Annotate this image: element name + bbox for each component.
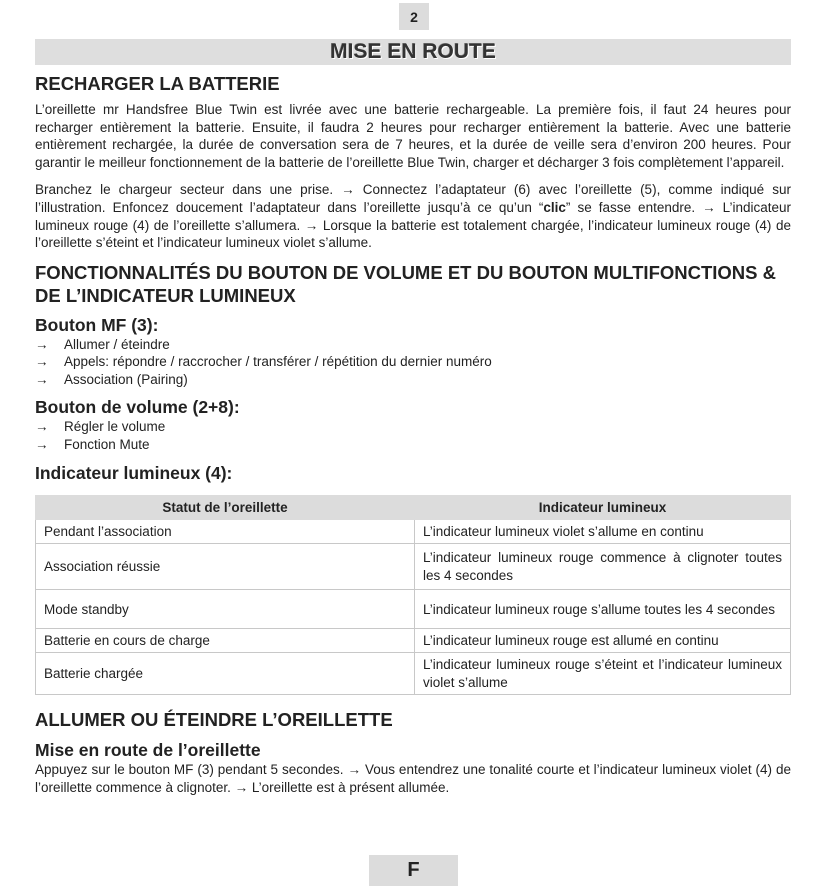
arrow-icon: → bbox=[35, 336, 49, 352]
table-cell-indicator: L’indicateur lumineux rouge commence à clignoter toutes les 4 secondes bbox=[415, 544, 791, 590]
arrow-icon: → bbox=[35, 354, 49, 370]
list-item bbox=[35, 371, 791, 389]
paragraph-text: ” se fasse entendre. → L’indicateur lumineux rouge (4) de l’oreillette s’allumera. → Lorsque la batterie est totalement chargée, l’indicateur lumineux rouge (4) de l’oreillette s’éteint et l’indicateur lumineux violet s’allume. bbox=[35, 199, 791, 251]
list-item bbox=[35, 436, 791, 454]
table-cell-status: Mode standby bbox=[36, 590, 415, 629]
language-tab: F bbox=[369, 855, 458, 886]
table-cell-status: Pendant l’association bbox=[36, 520, 415, 544]
table-cell-status: Association réussie bbox=[36, 544, 415, 590]
indicator-table bbox=[35, 495, 791, 695]
table-row bbox=[36, 520, 791, 544]
arrow-icon: → bbox=[35, 419, 49, 435]
page-number: 2 bbox=[399, 3, 429, 30]
paragraph-text: Branchez le chargeur secteur dans une prise. → Connectez l’adaptateur (6) avec l’oreillette (5), comme indiqué sur l’illustration. Enfoncez doucement l’adaptateur dans l’oreillette jusqu’à ce qu’un “ bbox=[35, 182, 791, 215]
heading-indicator: Indicateur lumineux (4): bbox=[35, 463, 233, 484]
list-item-text: Allumer / éteindre bbox=[64, 336, 170, 352]
table-cell-status: Batterie chargée bbox=[36, 653, 415, 695]
paragraph-power-on: Appuyez sur le bouton MF (3) pendant 5 secondes. → Vous entendrez une tonalité courte et l’indicateur lumineux violet (4) de l’oreillette commence à clignoter. → L’oreillette est à présent allumée. bbox=[35, 762, 791, 795]
heading-power-on: Mise en route de l’oreillette bbox=[35, 740, 261, 761]
table-cell-indicator: L’indicateur lumineux rouge s’éteint et l’indicateur lumineux violet s’allume bbox=[415, 653, 791, 695]
paragraph-recharge-intro: L’oreillette mr Handsfree Blue Twin est livrée avec une batterie rechargeable. La première fois, il faut 24 heures pour recharger entièrement la batterie. Ensuite, il faudra 2 heures pour recharger entièrement la batterie. Avec une batterie entièrement rechargée, la durée de conversation sera de 7 heures, et la durée de veille sera d’environ 200 heures. Pour garantir le meilleur fonctionnement de la batterie de l’oreillette Blue Twin, charger et décharger 3 fois complètement l’appareil. bbox=[35, 102, 791, 170]
list-item-text: Appels: répondre / raccrocher / transférer / répétition du dernier numéro bbox=[64, 354, 492, 370]
table-cell-status: Batterie en cours de charge bbox=[36, 629, 415, 653]
table-cell-indicator: L’indicateur lumineux rouge est allumé en continu bbox=[415, 629, 791, 653]
list-item-text: Régler le volume bbox=[64, 419, 166, 435]
table-header-row bbox=[36, 496, 791, 520]
table-row bbox=[36, 653, 791, 695]
bold-text: clic bbox=[543, 199, 566, 215]
document-body bbox=[35, 70, 791, 796]
arrow-icon: → bbox=[35, 436, 49, 452]
table-cell-indicator: L’indicateur lumineux rouge s’allume toutes les 4 secondes bbox=[415, 590, 791, 629]
paragraph-recharge-steps bbox=[35, 181, 791, 251]
list-item bbox=[35, 418, 791, 436]
heading-power: ALLUMER OU ÉTEINDRE L’OREILLETTE bbox=[35, 709, 393, 731]
heading-recharge: RECHARGER LA BATTERIE bbox=[35, 73, 280, 94]
heading-mf-button: Bouton MF (3): bbox=[35, 314, 159, 335]
list-item bbox=[35, 353, 791, 371]
table-header-status: Statut de l’oreillette bbox=[36, 496, 415, 520]
volume-list bbox=[35, 418, 791, 453]
table-header-indicator: Indicateur lumineux bbox=[415, 496, 791, 520]
table-row bbox=[36, 629, 791, 653]
page-title: MISE EN ROUTE bbox=[35, 39, 791, 65]
table-row bbox=[36, 544, 791, 590]
list-item bbox=[35, 336, 791, 354]
list-item-text: Fonction Mute bbox=[64, 436, 150, 452]
heading-functions: FONCTIONNALITÉS DU BOUTON DE VOLUME ET DU BOUTON MULTIFONCTIONS & DE L’INDICATEUR LUMINEUX bbox=[35, 261, 777, 306]
table-row bbox=[36, 590, 791, 629]
heading-volume-button: Bouton de volume (2+8): bbox=[35, 397, 240, 418]
list-item-text: Association (Pairing) bbox=[64, 371, 188, 387]
table-cell-indicator: L’indicateur lumineux violet s’allume en continu bbox=[415, 520, 791, 544]
arrow-icon: → bbox=[35, 371, 49, 387]
mf-list bbox=[35, 336, 791, 389]
